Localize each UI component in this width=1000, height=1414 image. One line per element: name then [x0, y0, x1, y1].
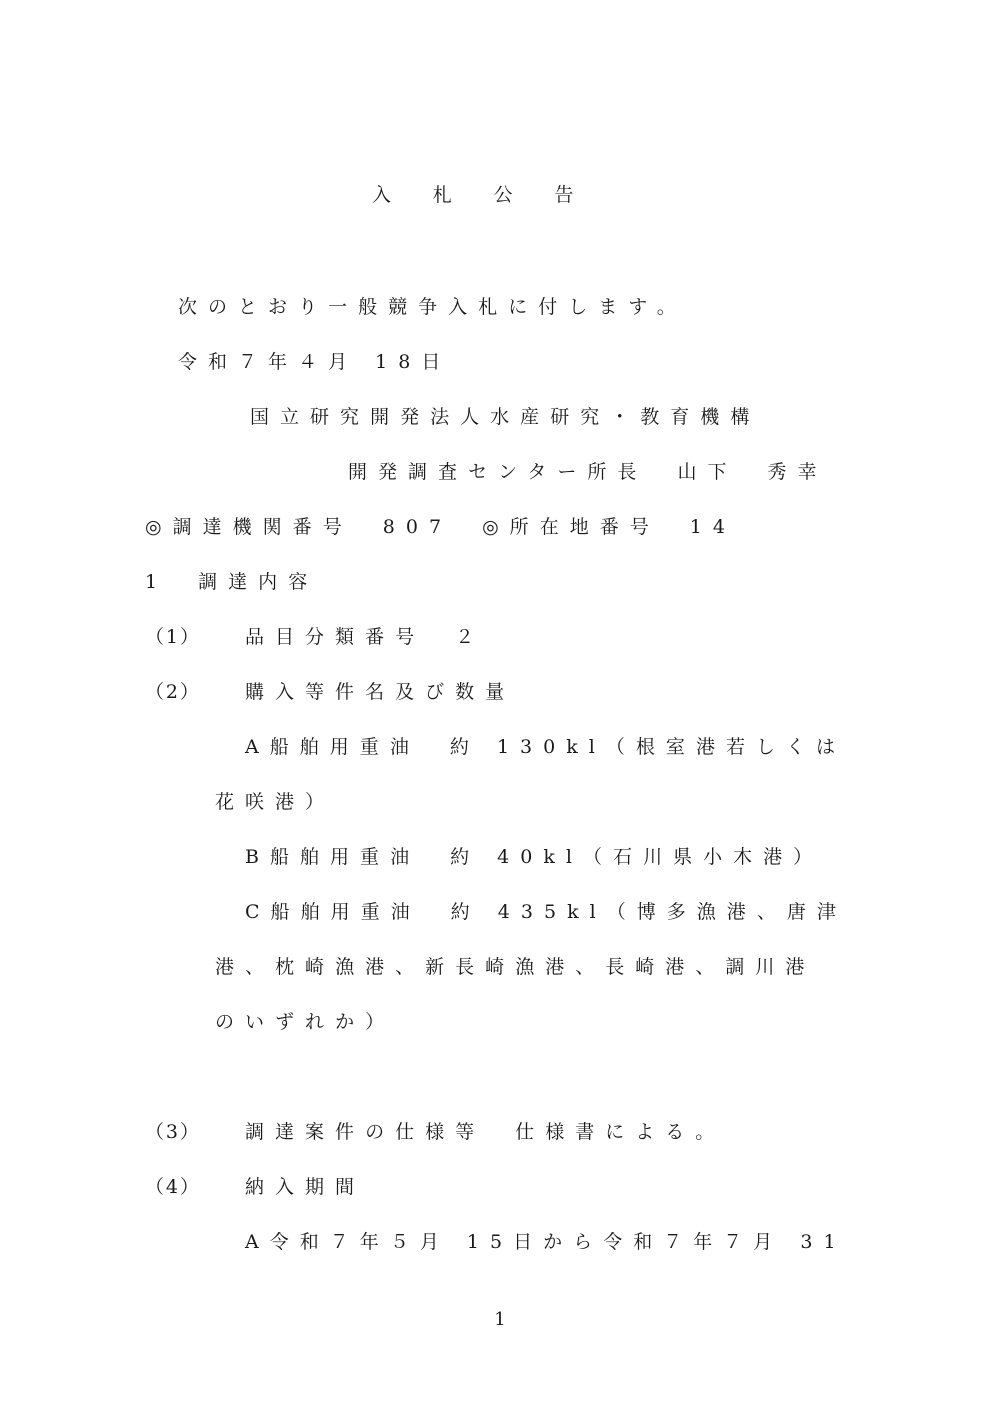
item4-text: 納入期間: [245, 1176, 366, 1198]
item-c-line3: のいずれか）: [215, 1011, 396, 1033]
item-c-line1: C船舶用重油 約 435kl（博多漁港、唐津: [245, 901, 847, 923]
item-a-line2: 花咲港）: [215, 791, 336, 813]
notice-date: 令和７年４月 18日: [178, 351, 452, 373]
codes-line: ◎調達機関番号 807 ◎所在地番号 14: [145, 516, 737, 538]
intro-text: 次のとおり一般競争入札に付します。: [178, 296, 687, 318]
section1-heading: 1 調達内容: [145, 571, 319, 593]
item2-text: 購入等件名及び数量: [245, 681, 516, 703]
item4-label: （4）: [145, 1176, 201, 1198]
page-number: 1: [494, 1309, 506, 1330]
item1-text: 品目分類番号 ２: [245, 626, 486, 648]
document-title: 入札公告: [372, 184, 616, 206]
item-b-line1: B船舶用重油 約 40kl（石川県小木港）: [245, 846, 824, 868]
item2-label: （2）: [145, 681, 201, 703]
official-name: 開発調査センター所長 山下 秀幸: [348, 461, 828, 483]
item3-label: （3）: [145, 1121, 201, 1143]
period-a-line: A令和７年５月 15日から令和７年７月 31: [245, 1231, 847, 1253]
item1-label: （1）: [145, 626, 201, 648]
item-a-line1: A船舶用重油 約 130kl（根室港若しくは: [245, 736, 847, 758]
item3-text: 調達案件の仕様等 仕様書による。: [245, 1121, 726, 1143]
item-c-line2: 港、枕崎漁港、新長崎漁港、長崎港、調川港: [215, 956, 816, 978]
organization-name: 国立研究開発法人水産研究・教育機構: [250, 406, 761, 428]
